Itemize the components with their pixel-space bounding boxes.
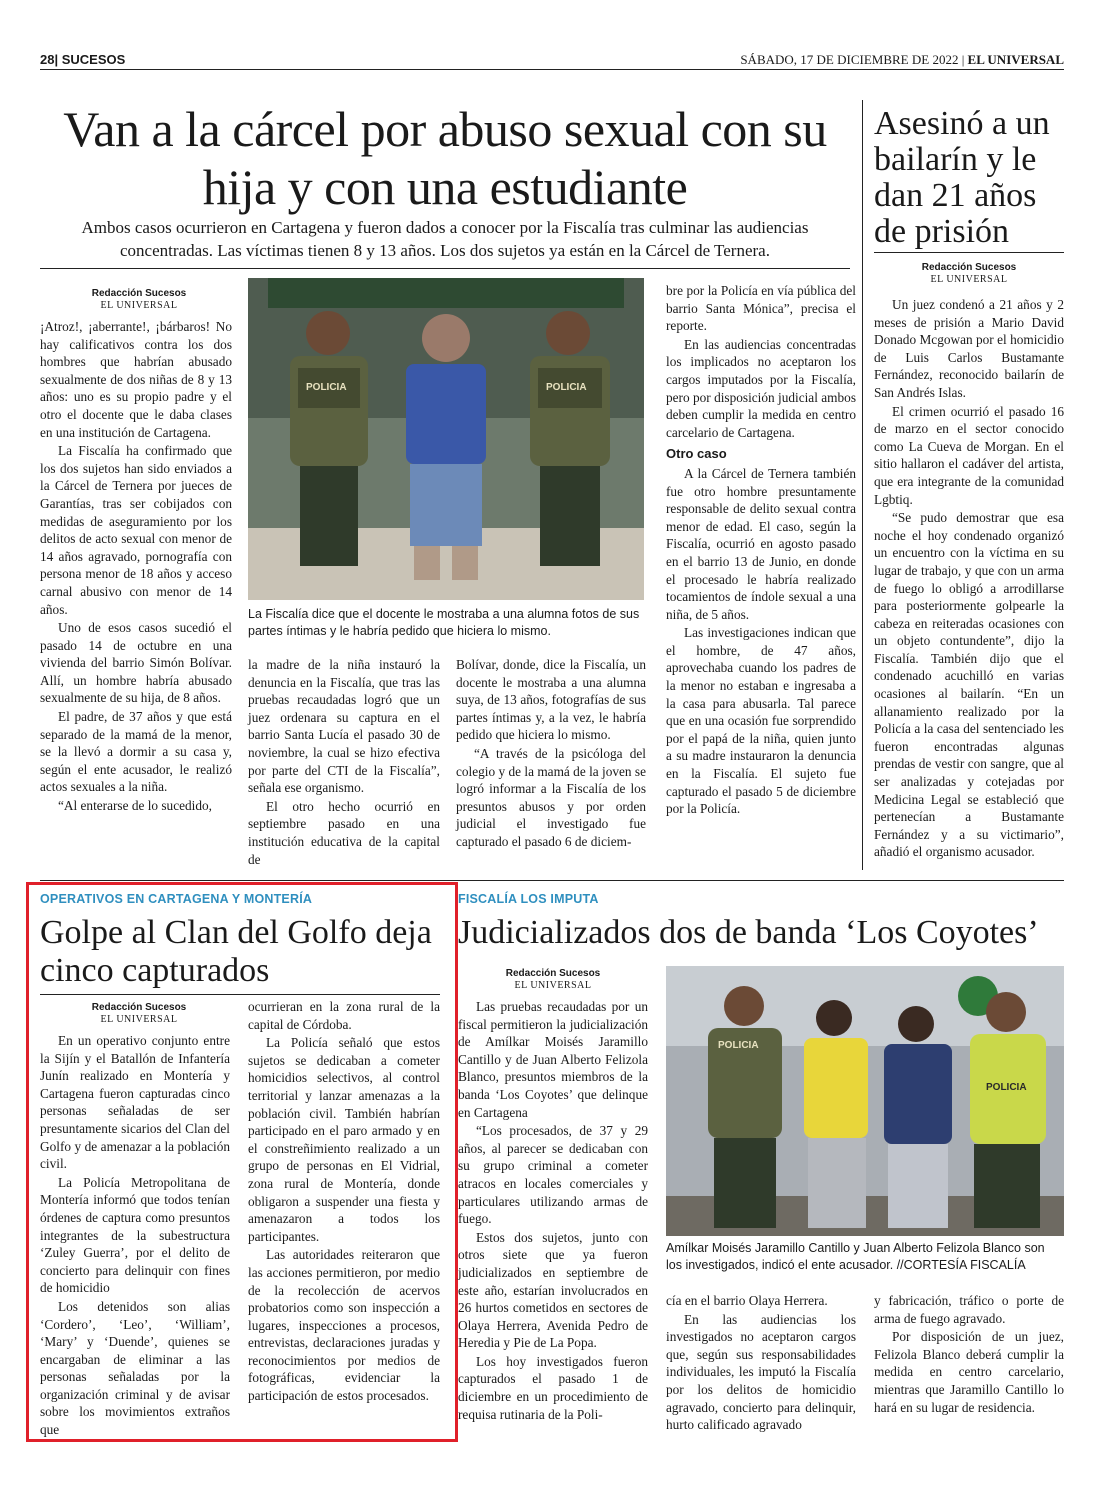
byline-name: Redacción Sucesos [91,288,187,299]
paragraph: bre por la Policía en vía pública del barrio Santa Mónica”, precisa el reporte. [666,283,856,334]
photo-label: POLICIA [986,1082,1027,1093]
paragraph: Por disposición de un juez, Felizola Blanco deberá cumplir la medida en centro carcelario, mientras que Jaramillo Cantillo lo hará en su lugar de residencia. [874,1329,1064,1415]
clan-rule [40,994,440,995]
byline-name: Redacción Sucesos [921,262,1017,273]
paragraph: ¡Atroz!, ¡aberrante!, ¡bárbaros! No hay calificativos contra los dos hombres que habrían abusado sexualmente de dos niñas de 8 y 13 años: uno es su propio padre y el otro el docente que le daba clases en una institución de Cartagena. [40,319,232,440]
paragraph: la madre de la niña instauró la denuncia en la Fiscalía, que tras las pruebas recaudadas logró que un juez ordenara su captura en el barrio Santa Lucía el pasado 30 de noviembre, la cual se hizo efectiva por parte del CTI de la Fiscalía”, señala ese organismo. [248,657,440,796]
side-divider [862,100,863,870]
clan-headline: Golpe al Clan del Golfo deja cinco capturados [40,914,432,989]
photo-label: POLICIA [546,382,587,393]
paragraph: Las pruebas recaudadas por un fiscal permitieron la judicialización de Amílkar Moisés Jaramillo Cantillo y de Juan Alberto Felizola Blanco, presuntos miembros de la banda ‘Los Coyotes’ que delinque en Cartagena [458,999,648,1120]
paragraph: A la Cárcel de Ternera también fue otro hombre presuntamente responsable de delito sexual contra menor de edad. El caso, según la Fiscalía, ocurrió en agosto pasado en el barrio 13 de Junio, en donde el procesado le habría realizado tocamientos de índole sexual a una niña, de 5 años. [666,465,856,622]
paragraph: y fabricación, tráfico o porte de arma de fuego agravado. [874,1293,1064,1326]
coyotes-photo [666,966,1064,1236]
side-byline [874,262,1064,286]
coyotes-col-1 [458,998,648,1424]
paragraph: El crimen ocurrió el pasado 16 de marzo en el sector conocido como La Cueva de Morgan. En el sitio hallaron el cadáver del artista, que era integrante de la comunidad Lgbtiq. [874,403,1064,507]
page-header [40,52,1064,70]
side-rule [874,252,1064,253]
main-col-4 [666,282,856,819]
paragraph: “Al enterarse de lo sucedido, [58,798,212,814]
paragraph: En un operativo conjunto entre la Sijín y el Batallón de Infantería Junín realizado en Montería y Cartagena fueron capturadas cinco personas señaladas de ser presuntamente sicarios del Clan del Golfo y de amenazar a la población civil. [40,1033,230,1172]
paragraph: Las autoridades reiteraron que las acciones permitieron, por medio de la recolección de acervos probatorios como son inspección a lugares, inspecciones a procesos, entrevistas, declaraciones juradas y reconocimientos por medios de fotográficas, evidenciar la participación de estos procesados. [248,1247,440,1404]
coyotes-headline: Judicializados dos de banda ‘Los Coyotes’ [458,914,1039,951]
coyotes-kicker: FISCALÍA LOS IMPUTA [458,892,599,906]
side-headline: Asesinó a un bailarín y le dan 21 años de prisión [874,105,1050,250]
paragraph: Los hoy investigados fueron capturados el pasado 1 de diciembre en un procedimiento de requisa rutinaria de la Poli- [458,1353,648,1422]
side-col [874,296,1064,862]
clan-kicker: OPERATIVOS EN CARTAGENA Y MONTERÍA [40,892,313,906]
byline-org: EL UNIVERSAL [100,300,178,311]
byline-name: Redacción Sucesos [91,1002,187,1013]
section-divider [40,880,1064,881]
main-deck-rule [40,268,850,269]
paragraph: Uno de esos casos sucedió el pasado 14 de octubre en una vivienda del barrio Simón Bolívar. Allí, un hombre habría abusado sexualmente de su hija, de 8 años. [40,620,232,706]
coyotes-photo-caption: Amílkar Moisés Jaramillo Cantillo y Juan Alberto Felizola Blanco son los investigados, indicó el ente acusador. //CORTESÍA FISCALÍA [666,1241,1045,1272]
main-col-1 [40,318,232,816]
paragraph: La Policía señaló que estos sujetos se dedicaban a cometer homicidios selectivos, al control territorial y lanzar amenazas a la población civil. También habrían participado en el paro armado y en el constreñimiento realizado a un grupo de personas en El Vidrial, zona rural de Montería, donde obligaron a suspender una fiesta y amenazaron a todos los participantes. [248,1035,440,1244]
clan-col-2 [248,998,440,1406]
paragraph: La Policía Metropolitana de Montería informó que todos tenían órdenes de captura como presuntos integrantes de la subestructura ‘Zuley Guerra’, por el delito de concierto para delinquir con fines de homicidio [40,1174,230,1296]
paper-name: EL UNIVERSAL [967,52,1064,67]
paragraph: ocurrieran en la zona rural de la capital de Córdoba. [248,999,440,1032]
main-headline: Van a la cárcel por abuso sexual con su hija y con una estudiante [63,101,827,215]
subhead-otro-caso: Otro caso [666,446,727,462]
paragraph: En las audiencias los investigados no aceptaron cargos que, según sus responsabilidades individuales, les imputó la Fiscalía por los delitos de homicidio agravado, concierto para delinquir, hurto calificado agravado [666,1311,856,1433]
byline-org: EL UNIVERSAL [930,274,1008,285]
byline-org: EL UNIVERSAL [514,980,592,991]
header-date-paper [740,52,1064,68]
main-byline [44,288,234,312]
paragraph: cía en el barrio Olaya Herrera. [666,1293,828,1308]
photo-police-detainee [248,278,644,600]
paragraph: Las investigaciones indican que el hombre, de 47 años, aprovechaba cuando los padres de la menor no estaban e ingresaba a la casa para abusarla. Tal parece que en una ocasión fue sorprendido por el papá de la niña, quien junto a su madre instauraron la denuncia en la Fiscalía. El sujeto fue capturado el pasado 5 de diciembre por la Policía. [666,625,856,817]
main-deck: Ambos casos ocurrieron en Cartagena y fueron dados a conocer por la Fiscalía tras culminar las audiencias concentradas. Las víctimas tienen 8 y 13 años. Los dos sujetos ya están en la Cárcel de Ternera. [81,218,809,260]
photo-label: POLICIA [306,382,347,393]
header-date: SÁBADO, 17 DE DICIEMBRE DE 2022 | [740,52,965,67]
photo-label: POLICIA [718,1040,759,1051]
coyotes-col-2 [666,1292,856,1435]
main-photo [248,278,644,600]
paragraph: “Se pudo demostrar que esa noche el hoy condenado organizó un encuentro con la víctima en su lugar de trabajo, y que con un arma de fuego lo obligó a arrodillarse para posteriormente golpearle la cabeza en reiteradas ocasiones con un objeto contundente”, dijo la Fiscalía. También dijo que el condenado acuchilló en varias ocasiones al bailarín. “En un allanamiento realizado por la Policía a la casa del sentenciado les fueron encontradas algunas prendas de vestir con sangre, que al ser analizadas y cotejadas por Medicina Legal se estableció que pertenecían a Bustamante Fernández y a su victimario”, añadió el organismo acusador. [874,510,1064,860]
paragraph: “Los procesados, de 37 y 29 años, al parecer se dedicaban con su grupo criminal a cometer atracos en locales comerciales y particulares utilizando armas de fuego. [458,1123,648,1227]
paragraph: El padre, de 37 años y que está separado de la mamá de la menor, se la llevó a dormir a su casa y, según el ente acusador, le realizó actos sexuales a la niña. [40,709,232,795]
paragraph: Bolívar, donde, dice la Fiscalía, un docente le mostraba a una alumna suya, de 13 años, fotografías de sus partes íntimas y, a la vez, le habría pedido que hiciera lo mismo. [456,657,646,743]
coyotes-col-3 [874,1292,1064,1417]
paragraph: Un juez condenó a 21 años y 2 meses de prisión a Mario David Donado Mcgowan por el homicidio de Luis Carlos Bustamante Fernández, reconocido bailarín de San Andrés Islas. [874,297,1064,400]
photo-police-captured [666,966,1064,1236]
byline-org: EL UNIVERSAL [100,1014,178,1025]
main-col-2 [248,656,440,869]
page-section: 28| SUCESOS [40,52,126,67]
byline-name: Redacción Sucesos [505,968,601,979]
coyotes-byline [458,968,648,992]
clan-byline [44,1002,234,1026]
main-col-3 [456,656,646,852]
main-photo-caption: La Fiscalía dice que el docente le mostraba a una alumna fotos de sus partes íntimas y le habría pedido que hiciera lo mismo. [248,607,640,638]
paragraph: El otro hecho ocurrió en septiembre pasado en una institución educativa de la capital de [248,798,440,867]
paragraph: La Fiscalía ha confirmado que los dos sujetos han sido enviados a la Cárcel de Ternera por jueces de Garantías, tras ser cobijados con medidas de aseguramiento por los delitos de acto sexual con menor de 14 años agravado, pornografía con persona menor de 18 años y acceso carnal abusivo con menor de 14 años. [40,443,232,617]
paragraph: “A través de la psicóloga del colegio y de la mamá de la joven se logró informar a la Fiscalía de los presuntos abusos y por orden judicial el investigado fue capturado el pasado 6 de diciem- [456,745,646,849]
paragraph: En las audiencias concentradas los implicados no aceptaron los cargos imputados por la Fiscalía, pero por disposición judicial ambos deben cumplir la medida en centro carcelario de Cartagena. [666,336,856,440]
paragraph: Estos dos sujetos, junto con otros siete que ya fueron judicializados en septiembre de este año, estarían involucrados en 26 hurtos cometidos en sectores de Olaya Herrera, Avenida Pedro de Heredia y Pie de La Popa. [458,1229,648,1351]
clan-col-1 [40,1032,230,1440]
paragraph: Los detenidos son alias ‘Cordero’, ‘Leo’, ‘William’, ‘Mary’ y ‘Duende’, quienes se encargaban de eliminar a las personas señaladas por la organización criminal y de avisar sobre los movimientos extraños que [40,1298,230,1438]
